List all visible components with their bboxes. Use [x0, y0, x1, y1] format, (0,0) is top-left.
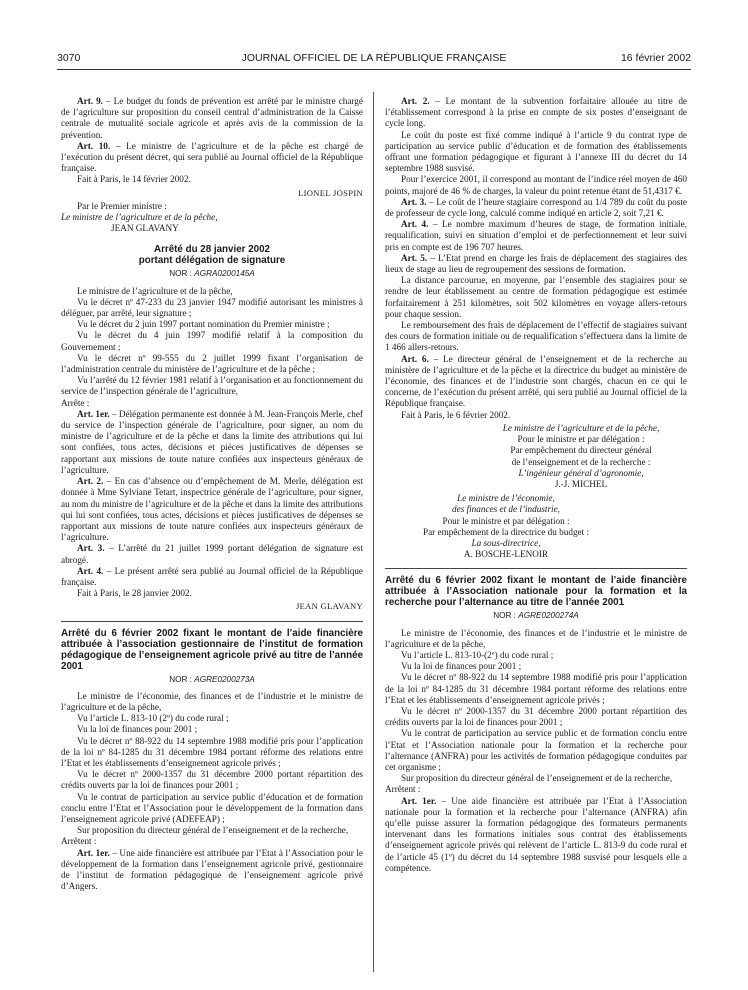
paragraph: Le coût du poste est fixé comme indiqué à l’article 9 du contrat type de participation au service public d’éducation et de formation des établissements offrant une formation pédagogique et figurant à l’annexe III du décret du 14 septembre 1988 susvisé.: [385, 129, 687, 174]
article-label: Art. 9.: [77, 96, 103, 106]
paragraph: Vu la loi de finances pour 2001 ;: [401, 661, 522, 672]
signature-glavany: JEAN GLAVANY: [295, 601, 363, 612]
article-2: Art. 2. – Le montant de la subvention forfaitaire allouée au titre de l’établissement correspond à la prise en compte de six postes d’enseignant de cycle long.: [385, 96, 688, 129]
nor-reference: NOR : AGRE0200274A: [493, 611, 579, 621]
article-6: Art. 6. – Le directeur général de l’enseignement et de la recherche au ministère de l’agriculture et de la pêche et la directrice du budget au ministère de l’économie, des finances et de l’industrie sont chargés, chacun en ce qui le concerne, de l’exécution du présent arrêté, qui sera publié au Journal officiel de la République française.: [385, 353, 687, 409]
article-10: [61, 141, 363, 175]
paragraph: Vu le décret nº 88-922 du 14 septembre 1988 modifié pris pour l’application de la loi nº 84-1285 du 31 décembre 1984 portant réforme des relations entre l’Etat et les établissements d’enseignement agricole privés ;: [61, 735, 363, 768]
nor-reference: NOR : AGRE0200273A: [169, 674, 255, 684]
signature-jospin: LIONEL JOSPIN: [298, 187, 363, 198]
arrete-heading: Arrêtent :: [61, 836, 97, 847]
paragraph: Le ministre de l’agriculture et de la pêche,: [77, 285, 233, 296]
paragraph: Vu le décret nº 47-233 du 23 janvier 1947 modifié autorisant les ministres à déléguer, par arrêté, leur signature ;: [61, 296, 363, 319]
article-1: Art. 1er. – Une aide financière est attribuée par l’Etat à l’Association nationale pour la formation et la recherche pour l’alternance (ANFRA) afin qu’elle puisse assurer la formation pédagogique des formateurs permanents intervenant dans les formations initiales sous contrat des établissements d’enseignement agricole privés qui relèvent de l’article L. 813-9 du code rural et de l’article 45 (1º) du décret du 14 septembre 1988 susvisé pour lesquels elle a compétence.: [385, 795, 687, 873]
header-rule: [57, 69, 691, 70]
paragraph: Vu le décret du 2 juin 1997 portant nomination du Premier ministre ;: [77, 319, 330, 330]
signature-glavany: JEAN GLAVANY: [111, 223, 179, 234]
article-3: Art. 3. – L’arrêté du 21 juillet 1999 portant délégation de signature est abrogé.: [61, 543, 364, 565]
article-1: Art. 1er. – Délégation permanente est donnée à M. Jean-François Merle, chef du service de l’inspection générale de l’agriculture, pour signer, au nom du ministre de l’agriculture et de la pêche et dans la limite des attributions qui lui sont confiées, tous actes, décisions et pièces justificatives de dépenses se rapportant aux missions de toute nature confiées aux inspecteurs généraux de l’agriculture.: [61, 408, 363, 475]
arrete-heading: Arrêtent :: [385, 784, 421, 795]
paragraph: Vu l’article L. 813-10 (2º) du code rural ;: [77, 713, 229, 724]
paragraph: Vu le décret nº 2000-1357 du 31 décembre 2000 portant répartition des crédits ouverts par la loi de finances pour 2001 ;: [61, 769, 363, 791]
article-text: – Le ministre de l’agriculture et de la pêche est chargé de l’exécution du présent décret, qui sera publié au Journal officiel de la République française.: [61, 140, 363, 174]
arrete-title: Arrêté du 6 février 2002 fixant le montant de l’aide financière attribuée à l’association gestionnaire de l’institut de formation pédagogique de l’enseignement agricole privé au titre de l’année 2001: [61, 627, 363, 672]
journal-title: JOURNAL OFFICIEL DE LA RÉPUBLIQUE FRANÇAISE: [241, 52, 507, 64]
section-separator: [385, 568, 687, 569]
paragraph: Vu le contrat de participation au service public et de formation conclu entre l’Etat et l’Association nationale pour la formation et la recherche pour l’alternance (ANFRA) pour les activités de formation pédagogique conduites par cet organisme ;: [385, 728, 687, 772]
fait-a-paris: Fait à Paris, le 14 février 2002.: [77, 174, 191, 185]
paragraph: Vu l’arrêté du 12 février 1981 relatif à l’organisation et au fonctionnement du service de l’inspection générale de l’agriculture,: [61, 375, 363, 397]
signature-block-agriculture: Le ministre de l’agriculture et de la pêche, Pour le ministre et par délégation : Par empêchement du directeur général de l’enseignement et de la recherche : L’ingénieur général d’agronomie, J.-J. MICHEL: [502, 422, 660, 489]
issue-date: 16 février 2002: [620, 52, 691, 64]
paragraph: Pour l’exercice 2001, il correspond au montant de l’indice réel moyen de 460 points, majoré de 46 % de charges, la valeur du point retenue étant de 51,4317 €.: [385, 174, 687, 196]
paragraph: Vu l’article L. 813-10-(2º) du code rural ;: [401, 649, 554, 660]
nor-reference: NOR : AGRA0200145A: [169, 269, 255, 279]
page-header: [57, 52, 691, 66]
column-divider: [373, 92, 374, 972]
ministre-agriculture: Le ministre de l’agriculture et de la pêche,: [61, 212, 218, 223]
page-number: 3070: [57, 52, 81, 64]
paragraph: Sur proposition du directeur général de l’enseignement et de la recherche,: [401, 773, 673, 784]
paragraph: Vu le décret nº 2000-1357 du 31 décembre 2000 portant répartition des crédits ouverts par la loi de finances pour 2001 ;: [385, 705, 687, 728]
paragraph: Vu le décret nº 88-922 du 14 septembre 1988 modifié pris pour l’application de la loi nº 84-1285 du 31 décembre 1984 portant réforme des relations entre l’Etat et les établissements d’enseignement agricole privés ;: [385, 672, 687, 705]
left-column: [61, 96, 363, 892]
paragraph: La distance parcourue, en moyenne, par l’ensemble des stagiaires pour se rendre de leur établissement au centre de formation pédagogique est estimée forfaitairement à 251 kilomètres, soit 502 kilomètres en voyage allers-retours pour chaque session.: [385, 275, 687, 319]
article-text: – Le budget du fonds de prévention est arrêté par le ministre chargé de l’agriculture sur proposition du conseil central d’administration de la Caisse centrale de mutualité sociale agricole et après avis de la commission de la prévention.: [61, 96, 363, 140]
paragraph: Vu le contrat de participation au service public d’éducation et de formation conclu entre l’Etat et l’Association pour le développement de la formation dans l’enseignement agricole privé (ADEFEAP) ;: [61, 791, 363, 824]
article-1: Art. 1er. – Une aide financière est attribuée par l’Etat à l’Association pour le développement de la formation dans l’enseignement agricole privé, gestionnaire de l’institut de formation pédagogique de l’enseignement agricole privé d’Angers.: [61, 847, 363, 892]
paragraph: Vu le décret nº 99-555 du 2 juillet 1999 fixant l’organisation de l’administration centrale du ministère de l’agriculture et de la pêche ;: [61, 352, 363, 375]
fait-a-paris: Fait à Paris, le 28 janvier 2002.: [77, 588, 192, 599]
article-9: [61, 96, 363, 141]
paragraph: Vu le décret du 4 juin 1997 modifié relatif à la composition du Gouvernement ;: [61, 330, 363, 352]
paragraph: Vu la loi de finances pour 2001 ;: [77, 724, 198, 735]
article-label: Art. 10.: [77, 140, 111, 151]
section-separator: [61, 621, 363, 622]
arrete-heading: Arrête :: [61, 397, 90, 408]
par-premier-ministre: Par le Premier ministre :: [77, 200, 167, 211]
fait-a-paris: Fait à Paris, le 6 février 2002.: [401, 409, 511, 420]
signature-block-economie: Le ministre de l’économie, des finances et de l’industrie, Pour le ministre et par délégation : Par empêchement de la directrice du budget : La sous-directrice, A. BOSCHE-LENOIR: [422, 493, 590, 560]
article-2: Art. 2. – En cas d’absence ou d’empêchement de M. Merle, délégation est donnée à Mme Sylviane Tetart, inspectrice générale de l’agriculture, pour signer, au nom du ministre de l’agriculture et de la pêche et dans la limite des attributions qui lui sont confiées, tous actes, décisions et pièces justificatives de dépenses se rapportant aux missions de toute nature confiées aux inspecteurs généraux de l’agriculture.: [61, 476, 363, 543]
article-4: Art. 4. – Le présent arrêté sera publié au Journal officiel de la République française.: [61, 565, 363, 587]
paragraph: Le ministre de l’économie, des finances et de l’industrie et le ministre de l’agriculture et de la pêche,: [61, 690, 363, 712]
right-column: [385, 96, 687, 874]
paragraph: Le ministre de l’économie, des finances et de l’industrie et le ministre de l’agriculture et de la pêche,: [385, 627, 687, 649]
paragraph: Sur proposition du directeur général de l’enseignement et de la recherche,: [77, 825, 349, 836]
article-4: Art. 4. – Le nombre maximum d’heures de stage, de formation initiale, requalification, suivi en situation d’emploi et de perfectionnement et leur suivi pris en compte est de 196 707 heures.: [385, 219, 687, 252]
article-5: Art. 5. – L’Etat prend en charge les frais de déplacement des stagiaires des lieux de stage au lieu de regroupement des sessions de formation.: [385, 252, 687, 275]
article-3: Art. 3. – Le coût de l’heure stagiaire correspond au 1/4 789 du coût du poste de professeur de cycle long, calculé comme indiqué en article 2, soit 7,21 €.: [385, 196, 687, 219]
paragraph: Le remboursement des frais de déplacement de l’effectif de stagiaires suivant des cours de formation initiale ou de requalification s’effectuera dans la limite de 1 466 allers-retours.: [385, 320, 687, 353]
arrete-title: Arrêté du 28 janvier 2002 portant délégation de signature: [138, 244, 286, 267]
arrete-title: Arrêté du 6 février 2002 fixant le montant de l’aide financière attribuée à l’Association nationale pour la formation et la recherche pour l’alternance au titre de l’année 2001: [385, 575, 687, 609]
